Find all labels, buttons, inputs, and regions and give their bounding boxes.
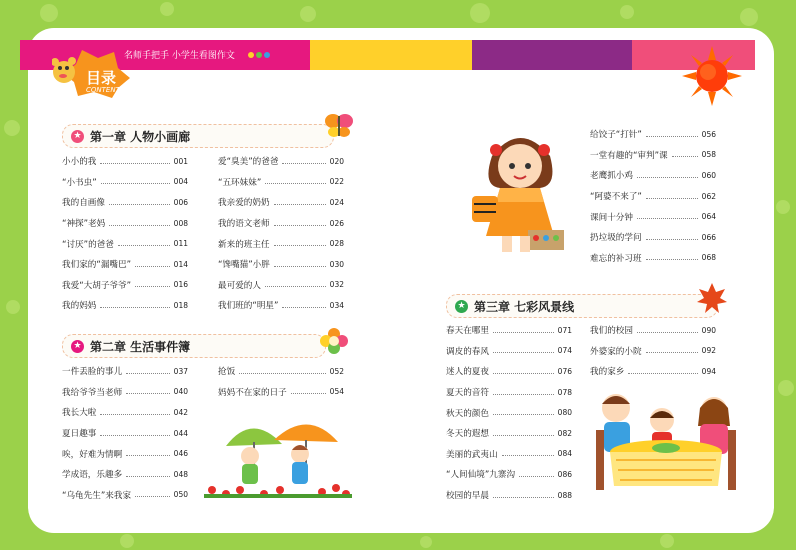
- toc-item[interactable]: 我长大啦 042: [62, 407, 188, 419]
- chapter-2-list-right: [218, 361, 344, 402]
- chapter-2-list-continued: [590, 124, 716, 268]
- toc-item[interactable]: “神探”老妈 008: [62, 218, 188, 230]
- toc-item[interactable]: 我们的校园 090: [590, 325, 716, 337]
- toc-item[interactable]: 校园的早晨 088: [446, 490, 572, 502]
- toc-item[interactable]: 学成语，乐趣多 048: [62, 469, 188, 481]
- girl-painting-illustration: [470, 126, 570, 266]
- flower-icon: [318, 326, 350, 356]
- star-icon: ★: [455, 300, 468, 313]
- toc-item[interactable]: 唉，好难为情啊 046: [62, 449, 188, 460]
- toc-item[interactable]: 一件丢脸的事儿 037: [62, 366, 188, 378]
- chapter-1-title: ★ 第一章 人物小画廊: [62, 124, 334, 148]
- toc-item[interactable]: 我的妈妈 018: [62, 300, 188, 312]
- banner-dots-decoration: [248, 52, 270, 58]
- toc-item[interactable]: 妈妈不在家的日子 054: [218, 387, 344, 398]
- toc-item[interactable]: 夏日趣事 044: [62, 428, 188, 440]
- toc-item[interactable]: 扔垃圾的学问 066: [590, 232, 716, 244]
- toc-item[interactable]: 我给爷爷当老师 040: [62, 387, 188, 398]
- star-icon: ★: [71, 340, 84, 353]
- chapter-3-title: ★ 第三章 七彩风景线: [446, 294, 718, 318]
- toc-item[interactable]: 课间十分钟 064: [590, 212, 716, 223]
- toc-item[interactable]: 迷人的夏夜 076: [446, 366, 572, 378]
- toc-item[interactable]: 我的家乡 094: [590, 366, 716, 378]
- toc-item[interactable]: “人间仙境”九寨沟 086: [446, 469, 572, 481]
- toc-item[interactable]: 外婆家的小院 092: [590, 346, 716, 357]
- toc-item[interactable]: 美丽的武夷山 084: [446, 449, 572, 460]
- maple-leaf-icon: [697, 283, 727, 315]
- star-icon: ★: [71, 130, 84, 143]
- toc-item[interactable]: 最可爱的人 032: [218, 280, 344, 291]
- toc-item[interactable]: 冬天的遐想 082: [446, 428, 572, 440]
- sun-icon: [682, 46, 742, 106]
- toc-item[interactable]: 我的语文老师 026: [218, 218, 344, 230]
- toc-item[interactable]: “阿婆不来了” 062: [590, 191, 716, 203]
- butterfly-icon: [325, 113, 353, 139]
- chapter-1-list-right: [218, 151, 344, 316]
- family-dinner-illustration: [596, 390, 736, 495]
- toc-item[interactable]: 我们家的“漏嘴巴” 014: [62, 259, 188, 271]
- toc-item[interactable]: 我爱“大胡子爷爷” 016: [62, 280, 188, 291]
- chapter-1-list-left: [62, 151, 188, 316]
- toc-item[interactable]: 调皮的春风 074: [446, 346, 572, 357]
- toc-item[interactable]: 秋天的颜色 080: [446, 408, 572, 419]
- chapter-2-title: ★ 第二章 生活事件簿: [62, 334, 326, 358]
- toc-item[interactable]: “馋嘴猫”小胖 030: [218, 259, 344, 271]
- toc-item[interactable]: 新来的班主任 028: [218, 239, 344, 250]
- toc-item[interactable]: 夏天的音符 078: [446, 387, 572, 399]
- toc-item[interactable]: 抢饭 052: [218, 366, 344, 378]
- toc-item[interactable]: “五环妹妹” 022: [218, 177, 344, 188]
- toc-item[interactable]: 难忘的补习班 068: [590, 253, 716, 264]
- toc-item[interactable]: 我们班的“明星” 034: [218, 300, 344, 312]
- toc-item[interactable]: 给饺子“打针” 056: [590, 129, 716, 141]
- toc-item[interactable]: 我的自画像 006: [62, 197, 188, 209]
- chapter-3-list-left: [446, 320, 572, 505]
- contents-subtitle: CONTENTS: [86, 86, 125, 94]
- toc-item[interactable]: “乌龟先生”来我家 050: [62, 490, 188, 501]
- toc-item[interactable]: 小小的我 001: [62, 156, 188, 168]
- chapter-2-list-left: [62, 361, 188, 505]
- toc-item[interactable]: 我亲爱的奶奶 024: [218, 197, 344, 209]
- chapter-3-list-right: [590, 320, 716, 382]
- toc-item[interactable]: “小书虫” 004: [62, 177, 188, 188]
- toc-item[interactable]: 一堂有趣的“审判”课 058: [590, 150, 716, 161]
- kids-umbrella-illustration: [204, 410, 352, 500]
- toc-item[interactable]: 爱“臭美”的爸爸 020: [218, 156, 344, 168]
- series-title: 名师手把手 小学生看图作文: [124, 51, 235, 61]
- contents-title: 目录: [86, 69, 117, 87]
- toc-item[interactable]: 老鹰抓小鸡 060: [590, 170, 716, 182]
- toc-item[interactable]: 春天在哪里 071: [446, 325, 572, 337]
- toc-item[interactable]: “讨厌”的爸爸 011: [62, 239, 188, 250]
